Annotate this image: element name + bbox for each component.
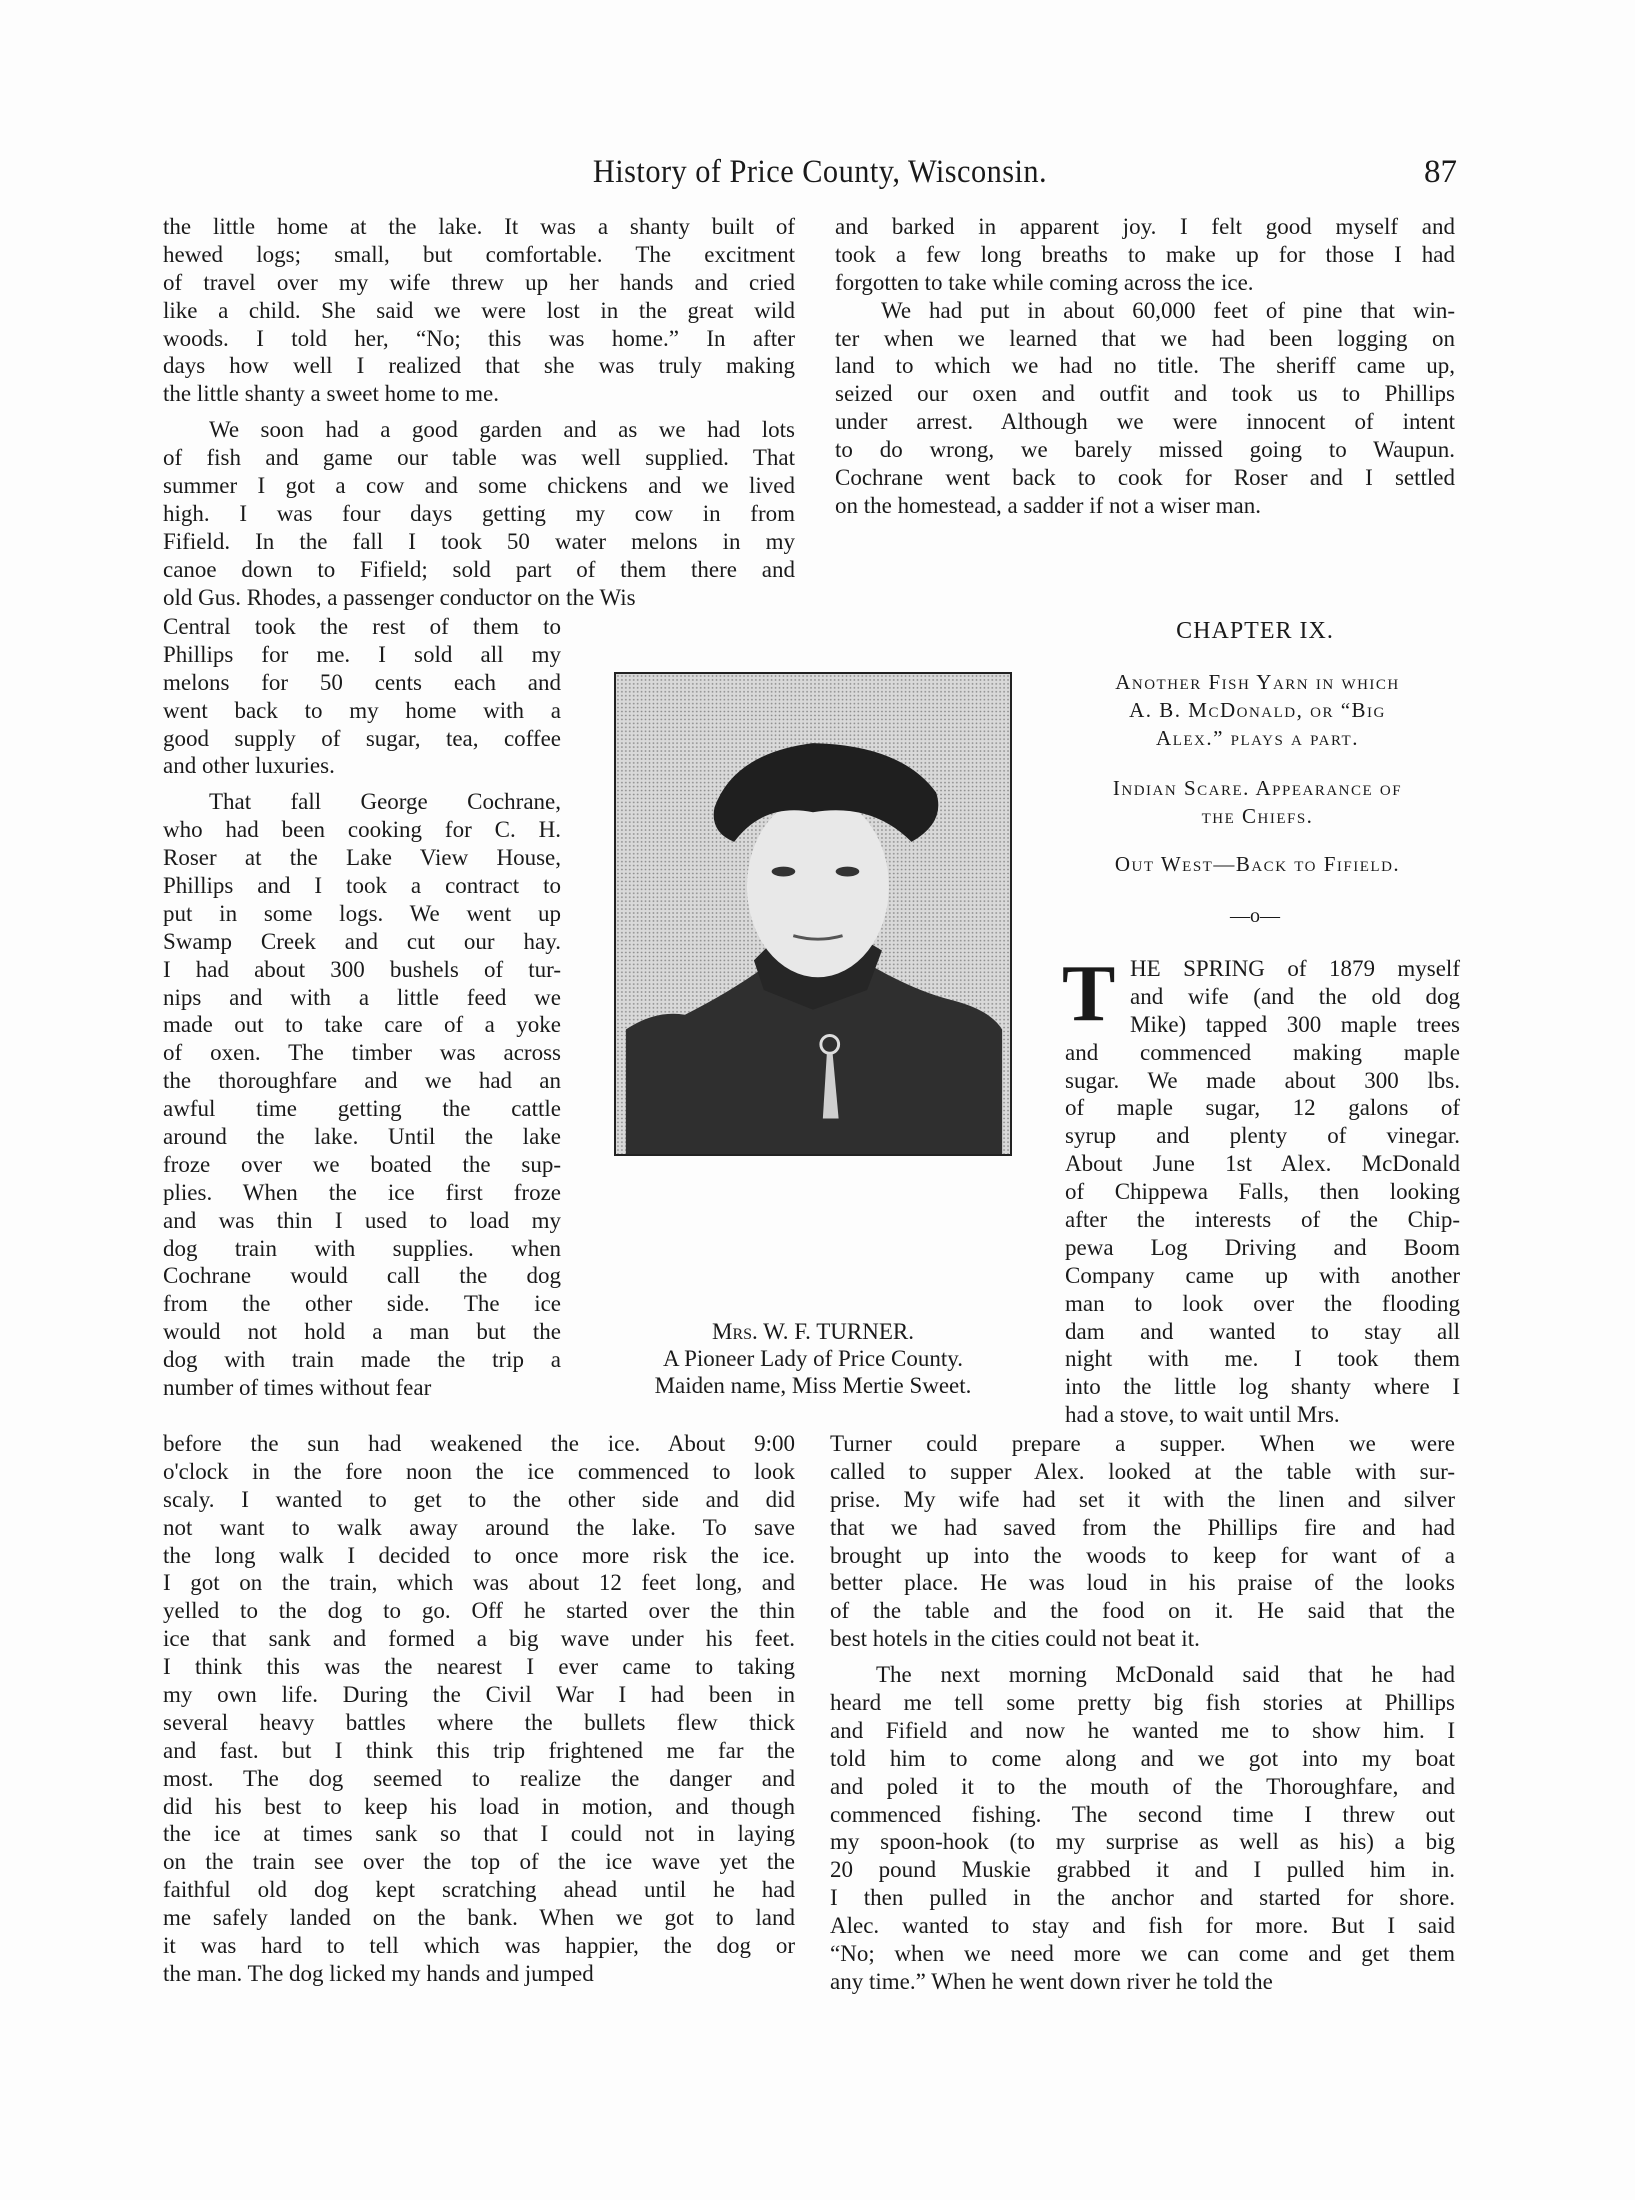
text-line: Cochrane would call the dog: [163, 1263, 561, 1289]
text-line: plies. When the ice first froze: [163, 1179, 561, 1205]
text-line: me safely landed on the bank. When we got to land: [163, 1905, 795, 1931]
text-line: yelled to the dog to go. Off he started over the thin: [163, 1598, 795, 1624]
text-line: and other luxuries.: [163, 753, 335, 779]
text-line: heard me tell some pretty big fish stories at Phillips: [830, 1690, 1455, 1716]
text-line: any time.” When he went down river he told the: [830, 1968, 1273, 1994]
text-line: put in some logs. We went up: [163, 900, 561, 926]
text-line: Central took the rest of them to: [163, 614, 561, 639]
text-line: the little shanty a sweet home to me.: [163, 381, 499, 407]
text-line: I got on the train, which was about 12 feet long, and: [163, 1570, 795, 1596]
text-line: had a stove, to wait until Mrs.: [1065, 1402, 1340, 1428]
text-line: the long walk I decided to once more risk the ice.: [163, 1542, 795, 1568]
text-line: o'clock in the fore noon the ice commenced to look: [163, 1458, 795, 1484]
text-line: I then pulled in the anchor and started for shore.: [830, 1885, 1455, 1911]
text-line: faithful old dog kept scratching ahead until he had: [163, 1877, 795, 1903]
text-line: my spoon-hook (to my surprise as well as his) a big: [830, 1829, 1455, 1855]
text-line: nips and with a little feed we: [163, 984, 561, 1010]
text-line: Cochrane went back to cook for Roser and I settled: [835, 465, 1455, 491]
left-column-bottom: [163, 1430, 795, 1988]
text-line: best hotels in the cities could not beat it.: [830, 1626, 1200, 1652]
text-line: Phillips and I took a contract to: [163, 873, 561, 899]
text-line: on the train see over the top of the ice wave yet the: [163, 1849, 795, 1875]
text-line: old Gus. Rhodes, a passenger conductor on the Wis: [163, 584, 636, 610]
text-line: and commenced making maple: [1065, 1039, 1460, 1065]
text-line: the man. The dog licked my hands and jumped: [163, 1960, 594, 1986]
photo-caption: [592, 1318, 1034, 1399]
text-line: summer I got a cow and some chickens and we lived: [163, 473, 795, 499]
text-line: that we had saved from the Phillips fire and had: [830, 1514, 1455, 1540]
text-line: We soon had a good garden and as we had lots: [209, 417, 795, 443]
chapter-title: CHAPTER IX.: [1176, 618, 1334, 644]
text-line: dog with train made the trip a: [163, 1347, 561, 1373]
right-column-dropcap-lines: [1130, 955, 1460, 1039]
text-line: and Fifield and now he wanted me to show him. I: [830, 1717, 1455, 1743]
text-line: took a few long breaths to make up for those I had: [835, 241, 1455, 267]
left-column-narrow: [163, 613, 561, 1402]
subhead-line: A. B. McDonald, or “Big: [1129, 698, 1386, 722]
text-line: commenced fishing. The second time I threw out: [830, 1801, 1455, 1827]
text-line: Swamp Creek and cut our hay.: [163, 928, 561, 954]
right-column-top: [835, 213, 1455, 520]
text-line: who had been cooking for C. H.: [163, 817, 561, 843]
portrait-image: [616, 674, 1010, 1154]
text-line: good supply of sugar, tea, coffee: [163, 725, 561, 751]
text-line: from the other side. The ice: [163, 1291, 561, 1317]
text-line: dam and wanted to stay all: [1065, 1318, 1460, 1344]
text-line: HE SPRING of 1879 myself: [1130, 956, 1460, 981]
running-head: [0, 152, 1635, 196]
text-line: around the lake. Until the lake: [163, 1124, 561, 1150]
right-column-middle: [1065, 1039, 1460, 1429]
text-line: We had put in about 60,000 feet of pine that win-: [881, 297, 1455, 323]
text-line: and poled it to the mouth of the Thoroughfare, and: [830, 1773, 1455, 1799]
left-column-top: [163, 213, 795, 611]
text-line: days how well I realized that she was truly making: [163, 353, 795, 379]
text-line: several heavy battles where the bullets flew thick: [163, 1709, 795, 1735]
text-line: dog train with supplies. when: [163, 1235, 561, 1261]
text-line: Roser at the Lake View House,: [163, 845, 561, 871]
paragraph-gap: [163, 780, 561, 788]
text-line: it was hard to tell which was happier, the dog or: [163, 1933, 795, 1959]
text-line: and was thin I used to load my: [163, 1207, 561, 1233]
text-line: brought up into the woods to keep for want of a: [830, 1542, 1455, 1568]
text-line: woods. I told her, “No; this was home.” In after: [163, 325, 795, 351]
text-line: high. I was four days getting my cow in from: [163, 500, 795, 526]
text-line: of oxen. The timber was across: [163, 1040, 561, 1066]
text-line: after the interests of the Chip-: [1065, 1207, 1460, 1233]
text-line: did his best to keep his load in motion, and though: [163, 1793, 795, 1819]
text-line: canoe down to Fifield; sold part of them there and: [163, 556, 795, 582]
text-line: I had about 300 bushels of tur-: [163, 956, 561, 982]
text-line: like a child. She said we were lost in the great wild: [163, 297, 795, 323]
text-line: my own life. During the Civil War I had been in: [163, 1682, 795, 1708]
text-line: Mike) tapped 300 maple trees: [1130, 1011, 1460, 1037]
chapter-subhead-indian-scare: [1055, 774, 1460, 830]
text-line: went back to my home with a: [163, 697, 561, 723]
text-line: on the homestead, a sadder if not a wiser man.: [835, 492, 1262, 518]
text-line: night with me. I took them: [1065, 1346, 1460, 1372]
text-line: “No; when we need more we can come and get them: [830, 1941, 1455, 1967]
chapter-subhead-out-west-text: Out West—Back to Fifield.: [1114, 852, 1401, 876]
caption-maiden-name: Maiden name, Miss Mertie Sweet.: [654, 1373, 972, 1398]
text-line: Phillips for me. I sold all my: [163, 641, 561, 667]
text-line: The next morning McDonald said that he had: [876, 1662, 1455, 1688]
text-line: the ice at times sank so that I could not in laying: [163, 1821, 795, 1847]
text-line: into the little log shanty where I: [1065, 1374, 1460, 1400]
text-line: awful time getting the cattle: [163, 1096, 561, 1122]
subhead-line: the Chiefs.: [1201, 804, 1314, 828]
text-line: hewed logs; small, but comfortable. The excitment: [163, 241, 795, 267]
subhead-line: Alex.” plays a part.: [1156, 726, 1359, 750]
text-line: and barked in apparent joy. I felt good myself and: [835, 214, 1455, 239]
section-ornament: —o—: [1230, 905, 1280, 927]
text-line: told him to come along and we got into my boat: [830, 1745, 1455, 1771]
text-line: before the sun had weakened the ice. About 9:00: [163, 1431, 795, 1456]
text-line: forgotten to take while coming across the ice.: [835, 269, 1254, 295]
text-line: the thoroughfare and we had an: [163, 1068, 561, 1094]
caption-description: A Pioneer Lady of Price County.: [662, 1346, 963, 1371]
text-line: of Chippewa Falls, then looking: [1065, 1179, 1460, 1205]
text-line: and fast. but I think this trip frightened me far the: [163, 1737, 795, 1763]
text-line: Fifield. In the fall I took 50 water melons in my: [163, 528, 795, 554]
right-column-bottom: [830, 1430, 1455, 1996]
text-line: of travel over my wife threw up her hands and cried: [163, 269, 795, 295]
subhead-line: Indian Scare. Appearance of: [1112, 776, 1403, 800]
text-line: man to look over the flooding: [1065, 1290, 1460, 1316]
text-line: of fish and game our table was well supplied. That: [163, 445, 795, 471]
caption-name: Mrs. W. F. TURNER.: [712, 1319, 914, 1344]
text-line: of maple sugar, 12 galons of: [1065, 1095, 1460, 1121]
page-number: 87: [1424, 154, 1457, 190]
text-line: would not hold a man but the: [163, 1319, 561, 1345]
text-line: ter when we learned that we had been logging on: [835, 325, 1455, 351]
text-line: prise. My wife had set it with the linen and silver: [830, 1486, 1455, 1512]
text-line: seized our oxen and outfit and took us to Phillips: [835, 381, 1455, 407]
text-line: froze over we boated the sup-: [163, 1151, 561, 1177]
text-line: to do wrong, we barely missed going to Waupun.: [835, 437, 1455, 463]
text-line: most. The dog seemed to realize the danger and: [163, 1765, 795, 1791]
text-line: pewa Log Driving and Boom: [1065, 1234, 1460, 1260]
text-line: number of times without fear: [163, 1375, 432, 1401]
chapter-subhead-fish-yarn: [1055, 668, 1460, 752]
text-line: 20 pound Muskie grabbed it and I pulled him in.: [830, 1857, 1455, 1883]
paragraph-gap: [830, 1653, 1455, 1661]
text-line: I think this was the nearest I ever came to taking: [163, 1654, 795, 1680]
text-line: better place. He was loud in his praise of the looks: [830, 1570, 1455, 1596]
text-line: not want to walk away around the lake. To save: [163, 1514, 795, 1540]
text-line: of the table and the food on it. He said that the: [830, 1598, 1455, 1624]
text-line: That fall George Cochrane,: [209, 789, 561, 815]
text-line: called to supper Alex. looked at the table with sur-: [830, 1458, 1455, 1484]
text-line: Company came up with another: [1065, 1262, 1460, 1288]
text-line: land to which we had no title. The sheriff came up,: [835, 353, 1455, 379]
text-line: Alec. wanted to stay and fish for more. But I said: [830, 1913, 1455, 1939]
text-line: made out to take care of a yoke: [163, 1012, 561, 1038]
subhead-line: Another Fish Yarn in which: [1115, 670, 1400, 694]
text-line: the little home at the lake. It was a shanty built of: [163, 214, 795, 239]
text-line: under arrest. Although we were innocent of intent: [835, 409, 1455, 435]
paragraph-gap: [163, 408, 795, 416]
text-line: scaly. I wanted to get to the other side and did: [163, 1486, 795, 1512]
text-line: sugar. We made about 300 lbs.: [1065, 1067, 1460, 1093]
text-line: About June 1st Alex. McDonald: [1065, 1151, 1460, 1177]
text-line: syrup and plenty of vinegar.: [1065, 1123, 1460, 1149]
text-line: Turner could prepare a supper. When we were: [830, 1431, 1455, 1456]
portrait-photo: [614, 672, 1012, 1156]
running-title: History of Price County, Wisconsin.: [592, 154, 1048, 190]
text-line: ice that sank and formed a big wave under his feet.: [163, 1626, 795, 1652]
drop-cap: T: [1062, 950, 1116, 1038]
text-line: and wife (and the old dog: [1130, 983, 1460, 1009]
text-line: melons for 50 cents each and: [163, 669, 561, 695]
chapter-subhead-out-west: [1055, 850, 1460, 878]
